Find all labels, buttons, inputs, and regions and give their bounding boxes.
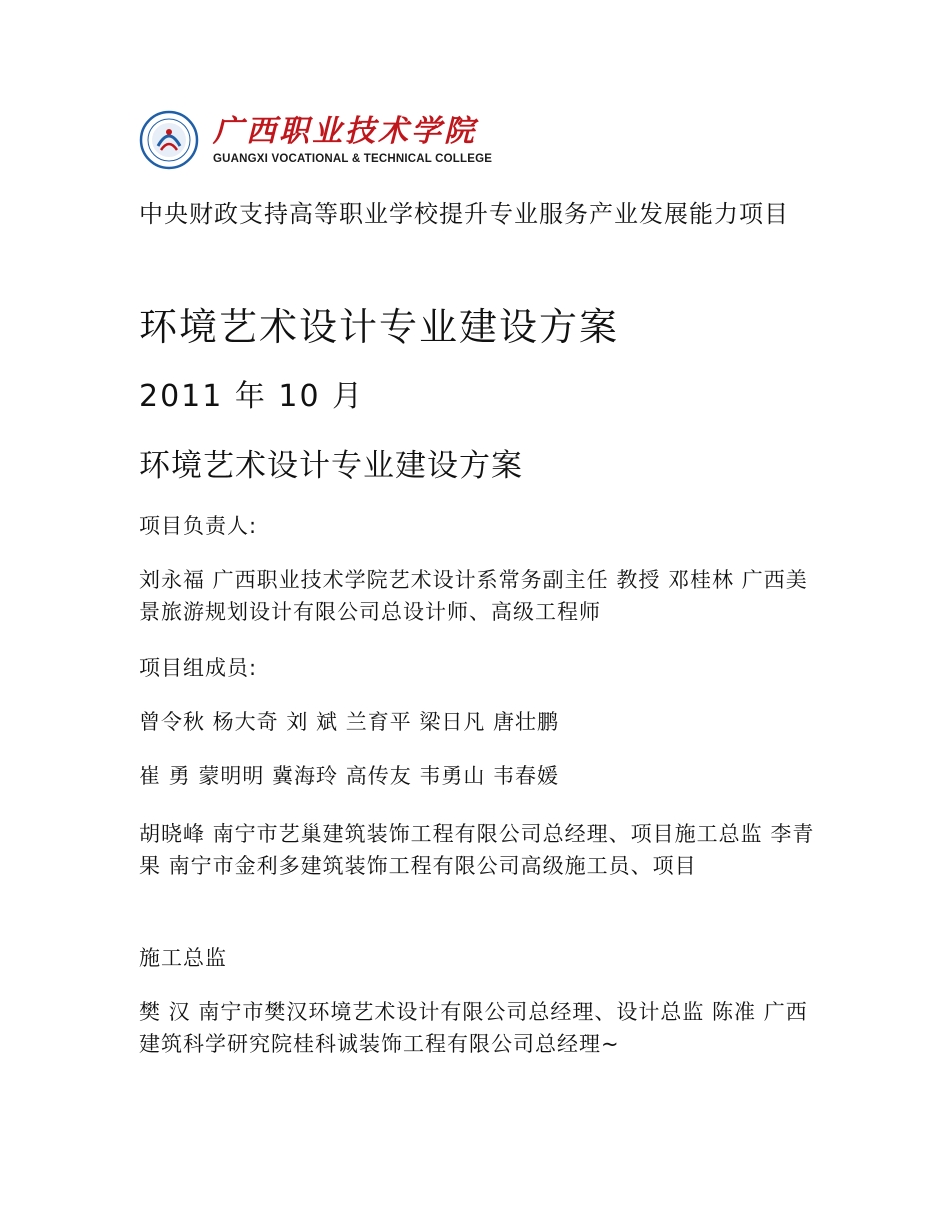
leader-label: 项目负责人: [139,514,258,538]
external-members-paragraph-1-tail: 施工总监 [139,946,227,970]
sub-title: 环境艺术设计专业建设方案 [139,448,523,484]
main-title: 环境艺术设计专业建设方案 [139,305,620,349]
college-logo [139,110,493,170]
external-members-paragraph-2: 樊 汉 南宁市樊汉环境艺术设计有限公司总经理、设计总监 陈准 广西建筑科学研究院桂科诚装饰工程有限公司总经理~ [139,1000,808,1056]
college-wordmark [213,114,493,168]
members-label: 项目组成员: [139,656,258,680]
college-emblem-icon [139,110,199,170]
logo-chinese-name: 广西职业技术学院 [213,114,477,149]
members-line-1: 曾令秋 杨大奇 刘 斌 兰育平 梁日凡 唐壮鹏 [139,710,560,734]
members-line-2: 崔 勇 蒙明明 冀海玲 高传友 韦勇山 韦春媛 [139,764,560,788]
project-line: 中央财政支持高等职业学校提升专业服务产业发展能力项目 [139,200,789,228]
document-date: 2011 年 10 月 [139,379,365,414]
leaders-paragraph: 刘永福 广西职业技术学院艺术设计系常务副主任 教授 邓桂林 广西美景旅游规划设计有限公司总设计师、高级工程师 [139,568,808,624]
external-members-paragraph-1: 胡晓峰 南宁市艺巢建筑装饰工程有限公司总经理、项目施工总监 李青果 南宁市金利多建筑装饰工程有限公司高级施工员、项目 [139,822,815,878]
logo-english-name: GUANGXI VOCATIONAL & TECHNICAL COLLEGE [213,153,493,165]
